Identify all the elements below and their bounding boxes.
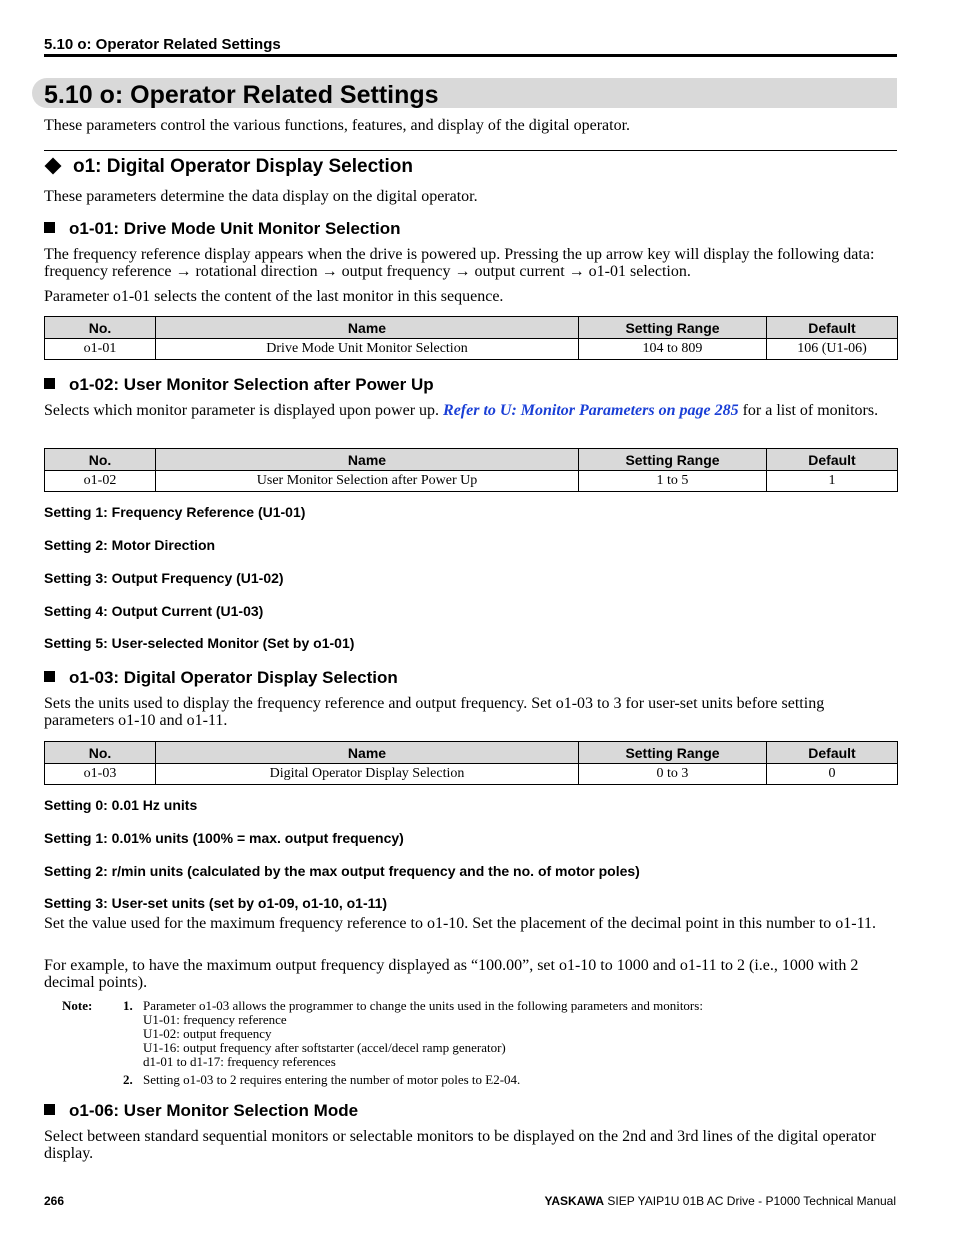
section-o1-text: These parameters determine the data display on the digital operator. (44, 188, 478, 205)
o1-02-heading (44, 375, 434, 395)
note-1-line-2: U1-01: frequency reference (143, 1012, 287, 1027)
section-o1-heading (44, 156, 413, 178)
o1-02-text-before: Selects which monitor parameter is displayed upon power up. (44, 402, 444, 419)
o1-03-setting-1: Setting 1: 0.01% units (100% = max. output frequency) (44, 830, 404, 846)
cell-no: o1-02 (45, 471, 156, 492)
monitor-parameters-link[interactable]: Refer to U: Monitor Parameters on page 285 (443, 402, 739, 419)
cell-range: 0 to 3 (579, 764, 767, 785)
o1-01-para2: Parameter o1-01 selects the content of the last monitor in this sequence. (44, 288, 504, 305)
o1-02-setting-5: Setting 5: User-selected Monitor (Set by o1-01) (44, 635, 355, 651)
o1-06-heading (44, 1101, 358, 1121)
cell-default: 1 (767, 471, 898, 492)
footer-document-title (544, 1194, 896, 1208)
col-name: Name (156, 742, 579, 764)
col-no: No. (45, 449, 156, 471)
o1-03-text: Sets the units used to display the frequency reference and output frequency. Set o1-03 to 3 for user-set units before setting parameters o1-10 and o1-11. (44, 695, 825, 729)
col-no: No. (45, 317, 156, 339)
square-bullet-icon (44, 378, 55, 389)
page-number: 266 (44, 1194, 65, 1208)
cell-default: 0 (767, 764, 898, 785)
col-no: No. (45, 742, 156, 764)
o1-06-heading-text: o1-06: User Monitor Selection Mode (69, 1101, 359, 1120)
o1-03-setting-2: Setting 2: r/min units (calculated by the max output frequency and the no. of motor poles) (44, 863, 640, 879)
note-2-number: 2. (123, 1072, 133, 1087)
o1-06-text: Select between standard sequential monitors or selectable monitors to be displayed on the 2nd and 3rd lines of the digital operator display. (44, 1128, 876, 1162)
o1-02-table (44, 448, 898, 492)
section-rule (44, 150, 897, 151)
cell-no: o1-03 (45, 764, 156, 785)
col-default: Default (767, 742, 898, 764)
o1-03-para-a: Set the value used for the maximum frequency reference to o1-10. Set the placement of the decimal point in this number to o1-11. (44, 915, 877, 932)
col-range: Setting Range (579, 449, 767, 471)
cell-no: o1-01 (45, 339, 156, 360)
o1-02-setting-2: Setting 2: Motor Direction (44, 537, 216, 553)
footer-doc: SIEP YAIP1U 01B AC Drive - P1000 Technical Manual (604, 1194, 896, 1208)
cell-name: Digital Operator Display Selection (156, 764, 579, 785)
o1-01-heading-text: o1-01: Drive Mode Unit Monitor Selection (69, 219, 401, 238)
cell-name: Drive Mode Unit Monitor Selection (156, 339, 579, 360)
o1-01-para1: The frequency reference display appears when the drive is powered up. Pressing the up arrow key will display the following data: frequency reference → rotational direction → output frequency → output current → o1-01 selection. (44, 246, 875, 280)
note-1-number: 1. (123, 998, 133, 1013)
cell-name: User Monitor Selection after Power Up (156, 471, 579, 492)
o1-02-setting-3: Setting 3: Output Frequency (U1-02) (44, 570, 284, 586)
table-row (45, 339, 898, 360)
cell-default: 106 (U1-06) (767, 339, 898, 360)
o1-03-heading (44, 668, 398, 688)
footer-brand: YASKAWA (544, 1194, 605, 1208)
o1-02-setting-1: Setting 1: Frequency Reference (U1-01) (44, 504, 306, 520)
note-label: Note: (62, 998, 93, 1013)
running-header: 5.10 o: Operator Related Settings (44, 36, 281, 53)
cell-range: 104 to 809 (579, 339, 767, 360)
col-name: Name (156, 449, 579, 471)
o1-01-table (44, 316, 898, 360)
col-range: Setting Range (579, 742, 767, 764)
note-1-line-3: U1-02: output frequency (143, 1026, 272, 1041)
o1-03-heading-text: o1-03: Digital Operator Display Selection (69, 668, 398, 687)
o1-02-text-after: for a list of monitors. (738, 402, 879, 419)
note-1-line-4: U1-16: output frequency after softstarter (accel/decel ramp generator) (143, 1040, 506, 1055)
o1-02-heading-text: o1-02: User Monitor Selection after Power Up (69, 375, 434, 394)
note-1-line-5: d1-01 to d1-17: frequency references (143, 1054, 336, 1069)
square-bullet-icon (44, 671, 55, 682)
col-default: Default (767, 317, 898, 339)
col-name: Name (156, 317, 579, 339)
diamond-bullet-icon (45, 157, 62, 174)
o1-03-table (44, 741, 898, 785)
col-range: Setting Range (579, 317, 767, 339)
section-o1-title: o1: Digital Operator Display Selection (73, 156, 413, 177)
square-bullet-icon (44, 222, 55, 233)
header-rule (44, 54, 897, 57)
o1-03-setting-3: Setting 3: User-set units (set by o1-09, o1-10, o1-11) (44, 895, 388, 911)
square-bullet-icon (44, 1104, 55, 1115)
o1-01-heading (44, 219, 401, 239)
o1-03-setting-0: Setting 0: 0.01 Hz units (44, 797, 198, 813)
chapter-title: 5.10 o: Operator Related Settings (44, 81, 439, 109)
col-default: Default (767, 449, 898, 471)
table-header-row (45, 742, 898, 764)
o1-03-para-b: For example, to have the maximum output frequency displayed as “100.00”, set o1-10 to 1000 and o1-11 to 2 (i.e., 1000 with 2 decimal points). (44, 957, 859, 991)
note-1-line-1: Parameter o1-03 allows the programmer to change the units used in the following parameters and monitors: (143, 998, 703, 1013)
o1-02-text (44, 402, 897, 419)
intro-text: These parameters control the various functions, features, and display of the digital operator. (44, 117, 631, 134)
table-row (45, 471, 898, 492)
note-2-line-1: Setting o1-03 to 2 requires entering the number of motor poles to E2-04. (143, 1072, 521, 1087)
cell-range: 1 to 5 (579, 471, 767, 492)
table-header-row (45, 317, 898, 339)
table-row (45, 764, 898, 785)
o1-02-setting-4: Setting 4: Output Current (U1-03) (44, 603, 264, 619)
table-header-row (45, 449, 898, 471)
